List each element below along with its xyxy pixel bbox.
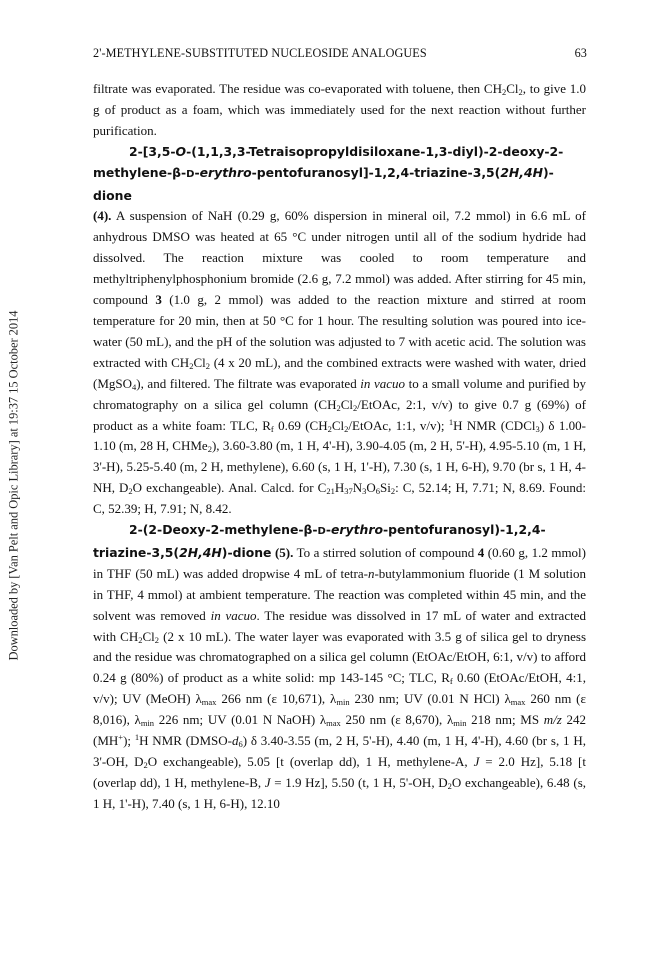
text-run: 250 nm (ε 8,670), λ — [340, 712, 454, 728]
subscript: 2 — [501, 87, 507, 97]
subscript: 21 — [326, 486, 335, 497]
paragraph-compound-4 — [93, 142, 586, 520]
text-run: A suspension of NaH (0.29 g, 60% dispersion in mineral oil, 7.2 mmol) in 6.6 mL of anhydrous DMSO was heated at 65 °C under nitrogen until all of the sodium hydride had dissolved. The reaction mixture was cooled to room temperature and methyltriphenylphosphonium bromide (2.6 g, 7.2 mmol) was added. After stirring for 45 min, compound — [93, 208, 586, 308]
heading-run: )-dione — [221, 544, 272, 560]
subscript: 3 — [362, 486, 367, 497]
italic-run: J — [473, 754, 480, 769]
superscript: + — [118, 732, 124, 743]
text-run: , to give 1.0 g of product as a foam, which was immediately used for the next reaction without further purification. — [93, 81, 586, 138]
text-run: Cl — [193, 354, 206, 370]
text-run: (2 x 10 mL). The water layer was evaporated with 3.5 g of silica gel to dryness and the residue was chromatographed on a silica gel column (EtOAc/EtOH, 6:1, v/v) to afford 0.24 g (80%) of product as a white solid: mp 143-145 °C; TLC, R — [93, 628, 587, 686]
running-head-title: 2'-METHYLENE-SUBSTITUTED NUCLEOSIDE ANALOGUES — [93, 46, 427, 60]
text-run: H NMR (DMSO- — [139, 733, 232, 749]
paragraph-filtrate — [93, 79, 586, 142]
subscript: max — [201, 697, 217, 708]
subscript: 2 — [138, 634, 143, 645]
text-run: ), and filtered. The filtrate was evaporated — [136, 375, 361, 391]
subscript: max — [326, 718, 341, 729]
superscript: 1 — [134, 732, 140, 743]
heading-run: -pentofuranosyl]-1,2,4-triazine-3,5( — [251, 164, 501, 180]
heading-run: - — [194, 164, 200, 180]
text-run: = 2.0 Hz], 5.18 [t (overlap dd), 1 H, methylene-B, — [93, 754, 586, 790]
text-run: . The residue was dissolved in 17 mL of water and extracted with CH — [93, 607, 586, 644]
text-run: 266 nm (ε 10,671), λ — [216, 691, 337, 707]
subscript: 2 — [336, 402, 341, 413]
text-run: H — [334, 480, 345, 496]
download-watermark: Downloaded by [Van Pelt and Opic Library] at 19:37 15 October 2014 — [6, 310, 21, 661]
text-run: -butylammonium fluoride (1 M solution in THF, 4 mmol) at ambient temperature. The reaction was completed within 45 min, and the solvent was removed — [93, 565, 586, 623]
heading-smallcaps: D — [317, 526, 326, 538]
italic-run: in vacuo — [360, 375, 406, 391]
text-run: = 1.9 Hz], 5.50 (t, 1 H, 5'-OH, D — [270, 774, 448, 790]
heading-run: -pentofuranosyl)-1,2,4-triazine-3,5( — [93, 522, 546, 560]
italic-run: in vacuo — [210, 607, 257, 623]
text-run: Cl — [142, 628, 155, 644]
subscript: 2 — [154, 634, 160, 645]
heading-run: - — [325, 522, 332, 538]
text-run: /EtOAc, 1:1, v/v); — [348, 417, 449, 433]
text-run: Cl — [331, 417, 345, 433]
compound-number: (5). — [274, 544, 294, 560]
subscript: max — [510, 697, 526, 708]
heading-run: -(1,1,3,3-Tetraisopropyldisiloxane-1,3-diyl)-2-deoxy-2-methylene-β- — [93, 143, 564, 180]
subscript: 2 — [353, 402, 358, 413]
subscript: 6 — [375, 486, 380, 497]
text-run: 242 (MH — [93, 712, 586, 749]
text-run: /EtOAc, 2:1, v/v) to give 0.7 g (69%) of product as a white foam: TLC, R — [93, 396, 586, 433]
subscript: 2 — [344, 423, 349, 434]
italic-run: n — [367, 565, 375, 581]
text-run: O — [366, 480, 376, 496]
italic-run: d — [231, 733, 239, 749]
text-run: O exchangeable). Anal. Calcd. for C — [132, 480, 327, 496]
text-run: (4 x 20 mL), and the combined extracts were washed with water, dried (MgSO — [93, 354, 586, 391]
subscript: 2 — [207, 444, 212, 455]
subscript: 37 — [344, 486, 353, 497]
subscript: 2 — [327, 423, 332, 434]
subscript: f — [270, 423, 274, 434]
subscript: f — [449, 676, 453, 687]
heading-run: 2-[3,5- — [129, 143, 176, 159]
subscript: 2 — [128, 486, 133, 497]
compound-ref: 4 — [477, 544, 485, 560]
subscript: 4 — [132, 381, 137, 392]
paragraph-compound-5 — [93, 520, 586, 815]
text-run: N — [352, 480, 363, 496]
heading-italic: O — [175, 143, 187, 159]
text-run: 226 nm; UV (0.01 N NaOH) λ — [154, 712, 327, 728]
text-run: to a small volume and purified by chromatography on a silica gel column (CH — [93, 375, 586, 412]
subscript: 2 — [189, 360, 194, 371]
text-run: Si — [380, 480, 391, 496]
text-run: 218 nm; MS — [466, 712, 544, 728]
compound-4-heading — [93, 144, 563, 203]
text-run: O exchangeable), 6.48 (s, 1 H, 1'-H), 7.40 (s, 1 H, 6-H), 12.10 — [93, 774, 586, 811]
heading-italic: erythro — [199, 164, 252, 180]
text-run: : C, 52.14; H, 7.71; N, 8.69. Found: C, 52.39; H, 7.91; N, 8.42. — [93, 480, 587, 517]
text-run: (0.60 g, 1.2 mmol) in THF (50 mL) was added dropwise 4 mL of tetra- — [93, 544, 586, 581]
heading-italic: 2H,4H — [179, 544, 222, 560]
text-run: 0.60 (EtOAc/EtOH, 4:1, v/v); UV (MeOH) λ — [93, 670, 586, 707]
italic-run: m/z — [543, 712, 562, 728]
subscript: min — [140, 718, 155, 729]
heading-run: )-dione — [93, 164, 554, 203]
text-run: 0.69 (CH — [273, 417, 328, 433]
subscript: min — [336, 697, 350, 708]
heading-italic: erythro — [331, 522, 383, 538]
article-body — [93, 79, 586, 815]
heading-italic: 2H,4H — [500, 164, 544, 180]
subscript: 6 — [238, 739, 243, 750]
text-run: To a stirred solution of compound — [293, 544, 478, 560]
page-number: 63 — [574, 46, 587, 60]
text-run: ) δ 3.40-3.55 (m, 2 H, 5'-H), 4.40 (m, 1 H, 4'-H), 4.60 (br s, 1 H, 3'-OH, D — [93, 733, 587, 769]
text-run: Cl — [340, 396, 354, 412]
subscript: 2 — [205, 360, 210, 371]
subscript: 2 — [518, 87, 523, 97]
subscript: min — [453, 718, 467, 729]
subscript: 2 — [390, 486, 396, 497]
text-run: filtrate was evaporated. The residue was co-evaporated with toluene, then CH — [93, 81, 502, 96]
subscript: 2 — [447, 780, 452, 791]
text-run: ); — [123, 733, 135, 749]
text-run: H NMR (CDCl — [453, 417, 536, 433]
subscript: 2 — [143, 760, 148, 770]
text-run: (1.0 g, 2 mmol) was added to the reaction mixture and stirred at room temperature for 20 min, then at 50 °C for 1 hour. The resulting solution was poured into ice-water (50 mL), and the pH of the solution was adjusted to 7 with acetic acid. The solution was extracted with CH — [93, 292, 586, 370]
text-run: ) δ 1.00-1.10 (m, 28 H, CHMe — [93, 417, 586, 454]
compound-ref: 3 — [155, 292, 162, 308]
italic-run: J — [264, 774, 271, 790]
subscript: 3 — [535, 423, 540, 434]
text-run: ), 3.60-3.80 (m, 1 H, 4'-H), 3.90-4.05 (m, 2 H, 5'-H), 4.95-5.10 (m, 1 H, 3'-H), 5.25-5.40 (m, 2 H, methylene), 6.60 (s, 1 H, 1'-H), 7.30 (s, 1 H, 6-H), 9.70 (br s, 1 H, 4-NH, D — [93, 438, 586, 496]
text-run: 260 nm (ε 8,016), λ — [93, 691, 586, 728]
text-run: Cl — [506, 81, 519, 96]
text-run: 230 nm; UV (0.01 N HCl) λ — [349, 691, 511, 707]
heading-smallcaps: D — [186, 168, 195, 180]
text-run: O exchangeable), 5.05 [t (overlap dd), 1 H, methylene-A, — [147, 754, 474, 769]
superscript: 1 — [448, 416, 454, 427]
compound-number: (4). — [93, 208, 112, 224]
heading-run: 2-(2-Deoxy-2-methylene-β- — [129, 522, 318, 538]
